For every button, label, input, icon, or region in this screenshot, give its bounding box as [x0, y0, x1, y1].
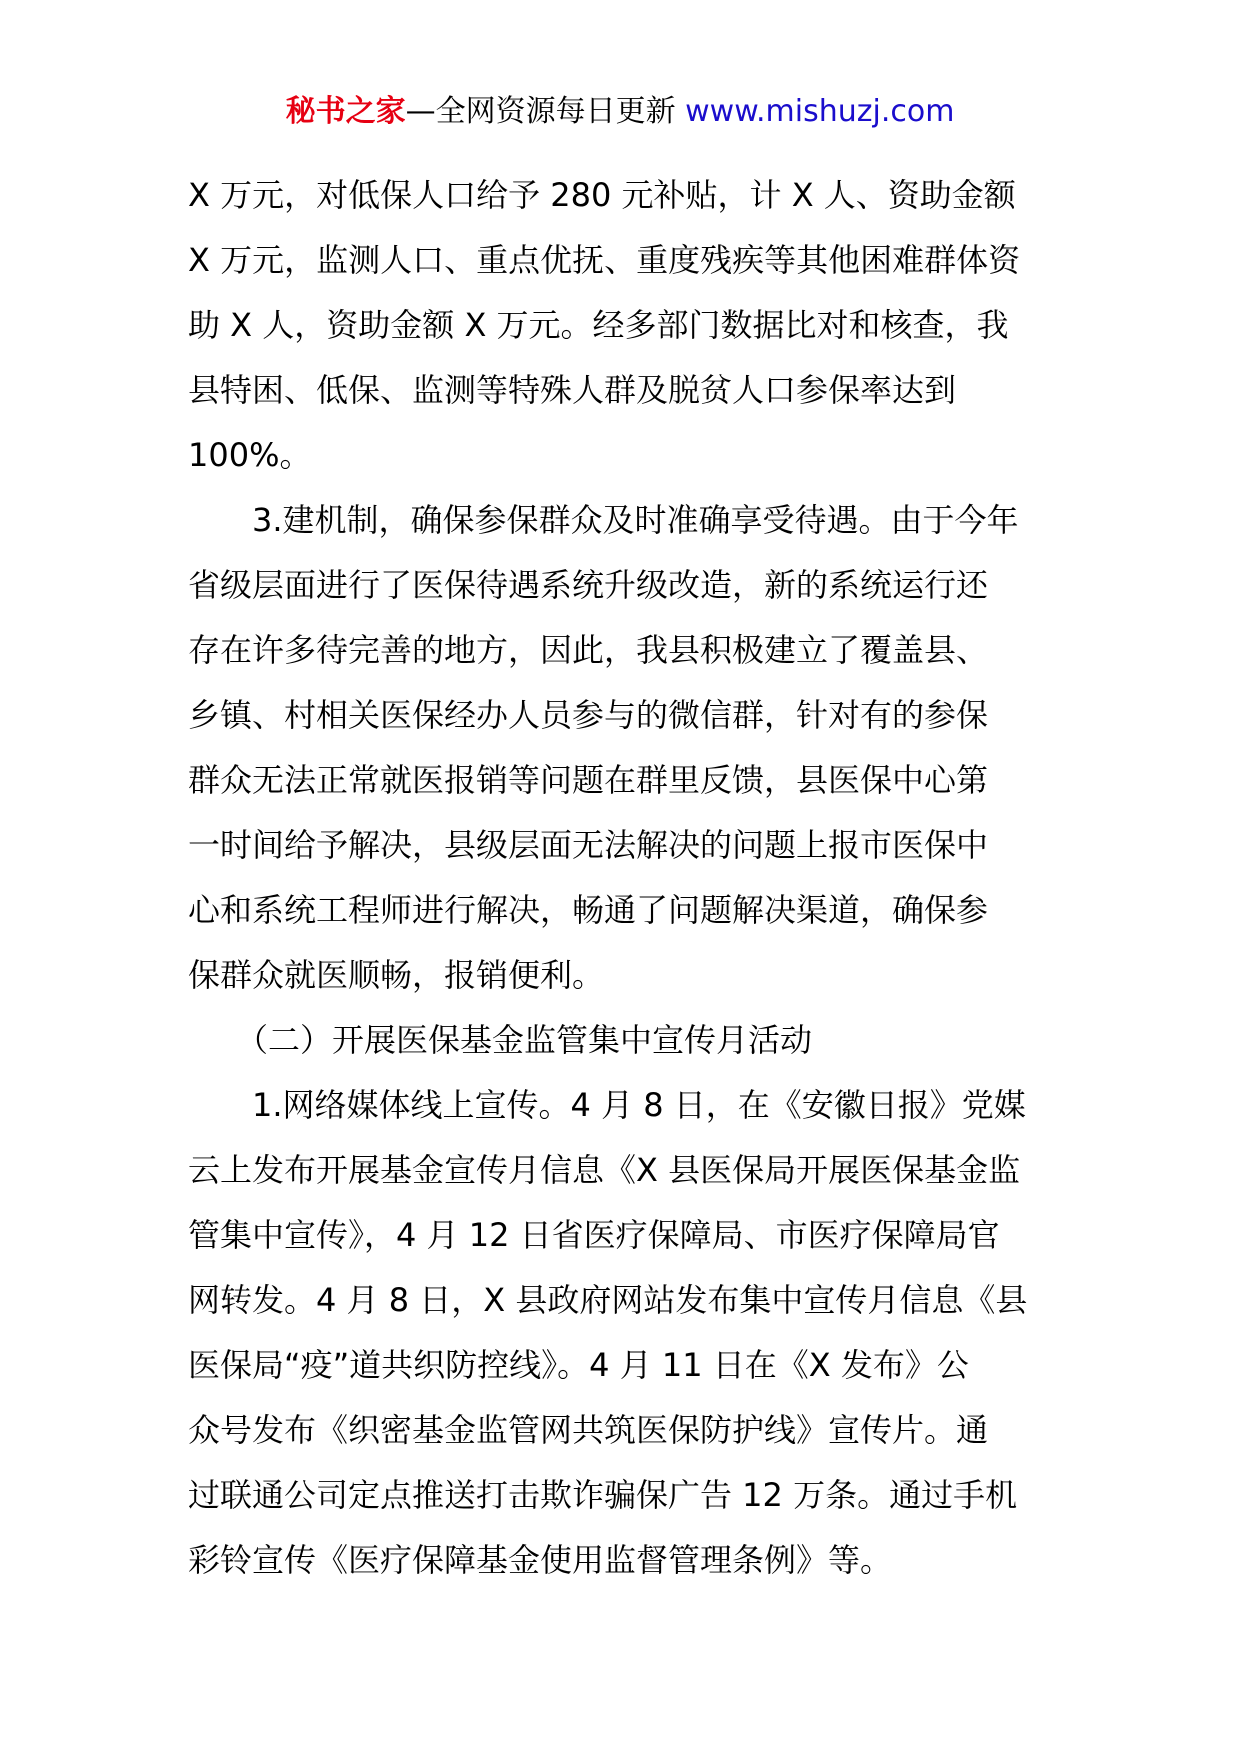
- text-line: X 万元，对低保人口给予 280 元补贴，计 X 人、资助金额: [188, 176, 1016, 214]
- text-line: 网转发。4 月 8 日，X 县政府网站发布集中宣传月信息《县: [188, 1281, 1028, 1319]
- text-line: 乡镇、村相关医保经办人员参与的微信群，针对有的参保: [188, 696, 989, 734]
- document-body: [188, 163, 1056, 1593]
- text-line: 1.网络媒体线上宣传。4 月 8 日，在《安徽日报》党媒: [188, 1086, 1026, 1124]
- text-line: 助 X 人，资助金额 X 万元。经多部门数据比对和核查，我: [188, 306, 1009, 344]
- text-line: 管集中宣传》，4 月 12 日省医疗保障局、市医疗保障局官: [188, 1216, 1000, 1254]
- text-line: 心和系统工程师进行解决，畅通了问题解决渠道，确保参: [188, 891, 989, 929]
- text-line: 医保局“疫”道共织防控线》。4 月 11 日在《X 发布》公: [188, 1346, 969, 1384]
- text-line: 一时间给予解决，县级层面无法解决的问题上报市医保中: [188, 826, 989, 864]
- text-line: 省级层面进行了医保待遇系统升级改造，新的系统运行还: [188, 566, 989, 604]
- text-line: 保群众就医顺畅，报销便利。: [188, 956, 605, 994]
- text-line: 存在许多待完善的地方，因此，我县积极建立了覆盖县、: [188, 631, 989, 669]
- text-line: 县特困、低保、监测等特殊人群及脱贫人口参保率达到: [188, 371, 957, 409]
- text-line: 云上发布开展基金宣传月信息《X 县医保局开展医保基金监: [188, 1151, 1021, 1189]
- text-line: 3.建机制，确保参保群众及时准确享受待遇。由于今年: [188, 501, 1019, 539]
- text-line: 众号发布《织密基金监管网共筑医保防护线》宣传片。通: [188, 1411, 989, 1449]
- site-brand: 秘书之家: [285, 94, 406, 129]
- text-line: 彩铃宣传《医疗保障基金使用监督管理条例》等。: [188, 1541, 893, 1579]
- section-heading: （二）开展医保基金监管集中宣传月活动: [188, 1021, 813, 1059]
- text-line: 100%。: [188, 436, 312, 474]
- text-line: 过联通公司定点推送打击欺诈骗保广告 12 万条。通过手机: [188, 1476, 1018, 1514]
- site-tagline: —全网资源每日更新: [405, 94, 686, 129]
- text-line: X 万元，监测人口、重点优抚、重度残疾等其他困难群体资: [188, 241, 1021, 279]
- site-header: [0, 92, 1240, 132]
- site-url-link[interactable]: www.mishuzj.com: [685, 94, 955, 129]
- text-line: 群众无法正常就医报销等问题在群里反馈，县医保中心第: [188, 761, 989, 799]
